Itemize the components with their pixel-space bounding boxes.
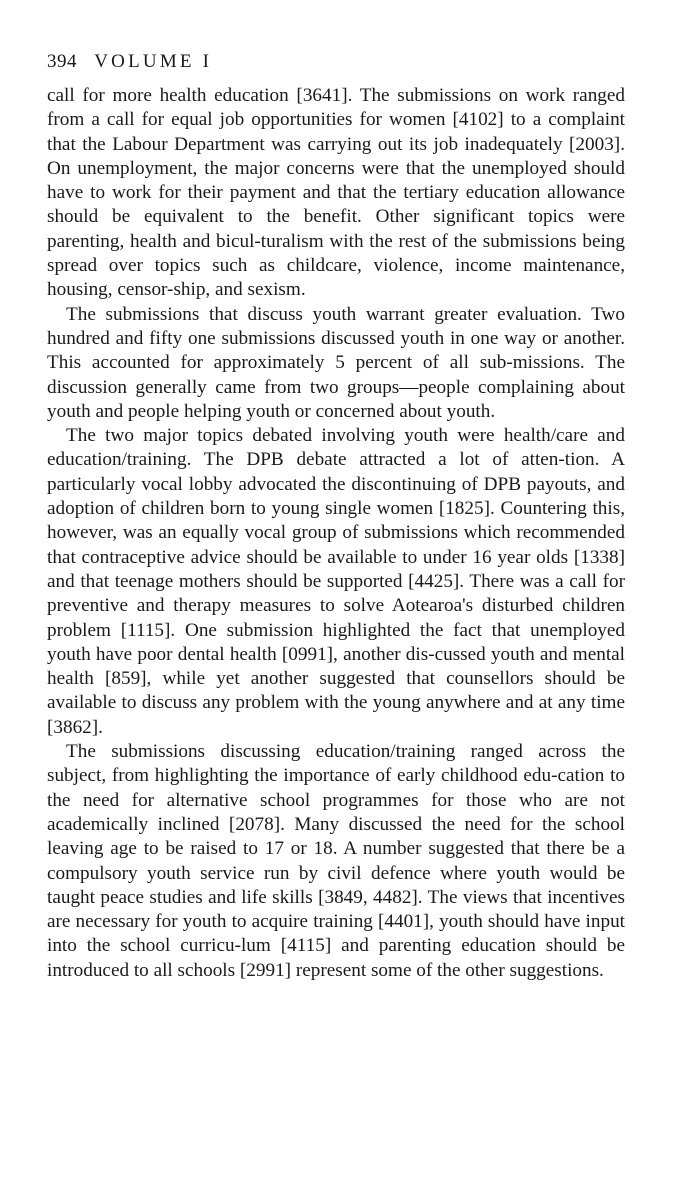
paragraph: call for more health education [3641]. The submissions on work ranged from a call for equal job opportunities for women [4102] to a complaint that the Labour Department was carrying out its job inadequately [2003]. On unemployment, the major concerns were that the unemployed should have to work for their payment and that the tertiary education allowance should be equivalent to the benefit. Other significant topics were parenting, health and bicul-turalism with the rest of the submissions being spread over topics such as childcare, violence, income maintenance, housing, censor-ship, and sexism. [47, 85, 625, 301]
body-text [47, 84, 625, 983]
paragraph: The two major topics debated involving youth were health/care and education/training. The DPB debate attracted a lot of atten-tion. A particularly vocal lobby advocated the discontinuing of DPB payouts, and adoption of children born to young single women [1825]. Countering this, however, was an equally vocal group of submissions which recommended that contraceptive advice should be available to under 16 year olds [1338] and that teenage mothers should be supported [4425]. There was a call for preventive and therapy measures to solve Aotearoa's disturbed children problem [1115]. One submission highlighted the fact that unemployed youth have poor dental health [0991], another dis-cussed youth and mental health [859], while yet another suggested that counsellors should be available to discuss any problem with the young anywhere and at any time [3862]. [47, 425, 625, 738]
page-number: 394 [47, 51, 77, 72]
paragraph: The submissions that discuss youth warrant greater evaluation. Two hundred and fifty one submissions discussed youth in one way or another. This accounted for approximately 5 percent of all sub-missions. The discussion generally came from two groups—people complaining about youth and people helping youth or concerned about youth. [47, 303, 625, 422]
paragraph: The submissions discussing education/training ranged across the subject, from highlighting the importance of early childhood edu-cation to the need for alternative school programmes for those who are not academically inclined [2078]. Many discussed the need for the school leaving age to be raised to 17 or 18. A number suggested that there be a compulsory youth service run by civil defence where youth would be taught peace studies and life skills [3849, 4482]. The views that incentives are necessary for youth to acquire training [4401], youth should have input into the school curricu-lum [4115] and parenting education should be introduced to all schools [2991] represent some of the other suggestions. [47, 741, 625, 981]
running-head [47, 50, 625, 74]
book-page [47, 50, 625, 983]
running-title: VOLUME I [94, 51, 213, 72]
